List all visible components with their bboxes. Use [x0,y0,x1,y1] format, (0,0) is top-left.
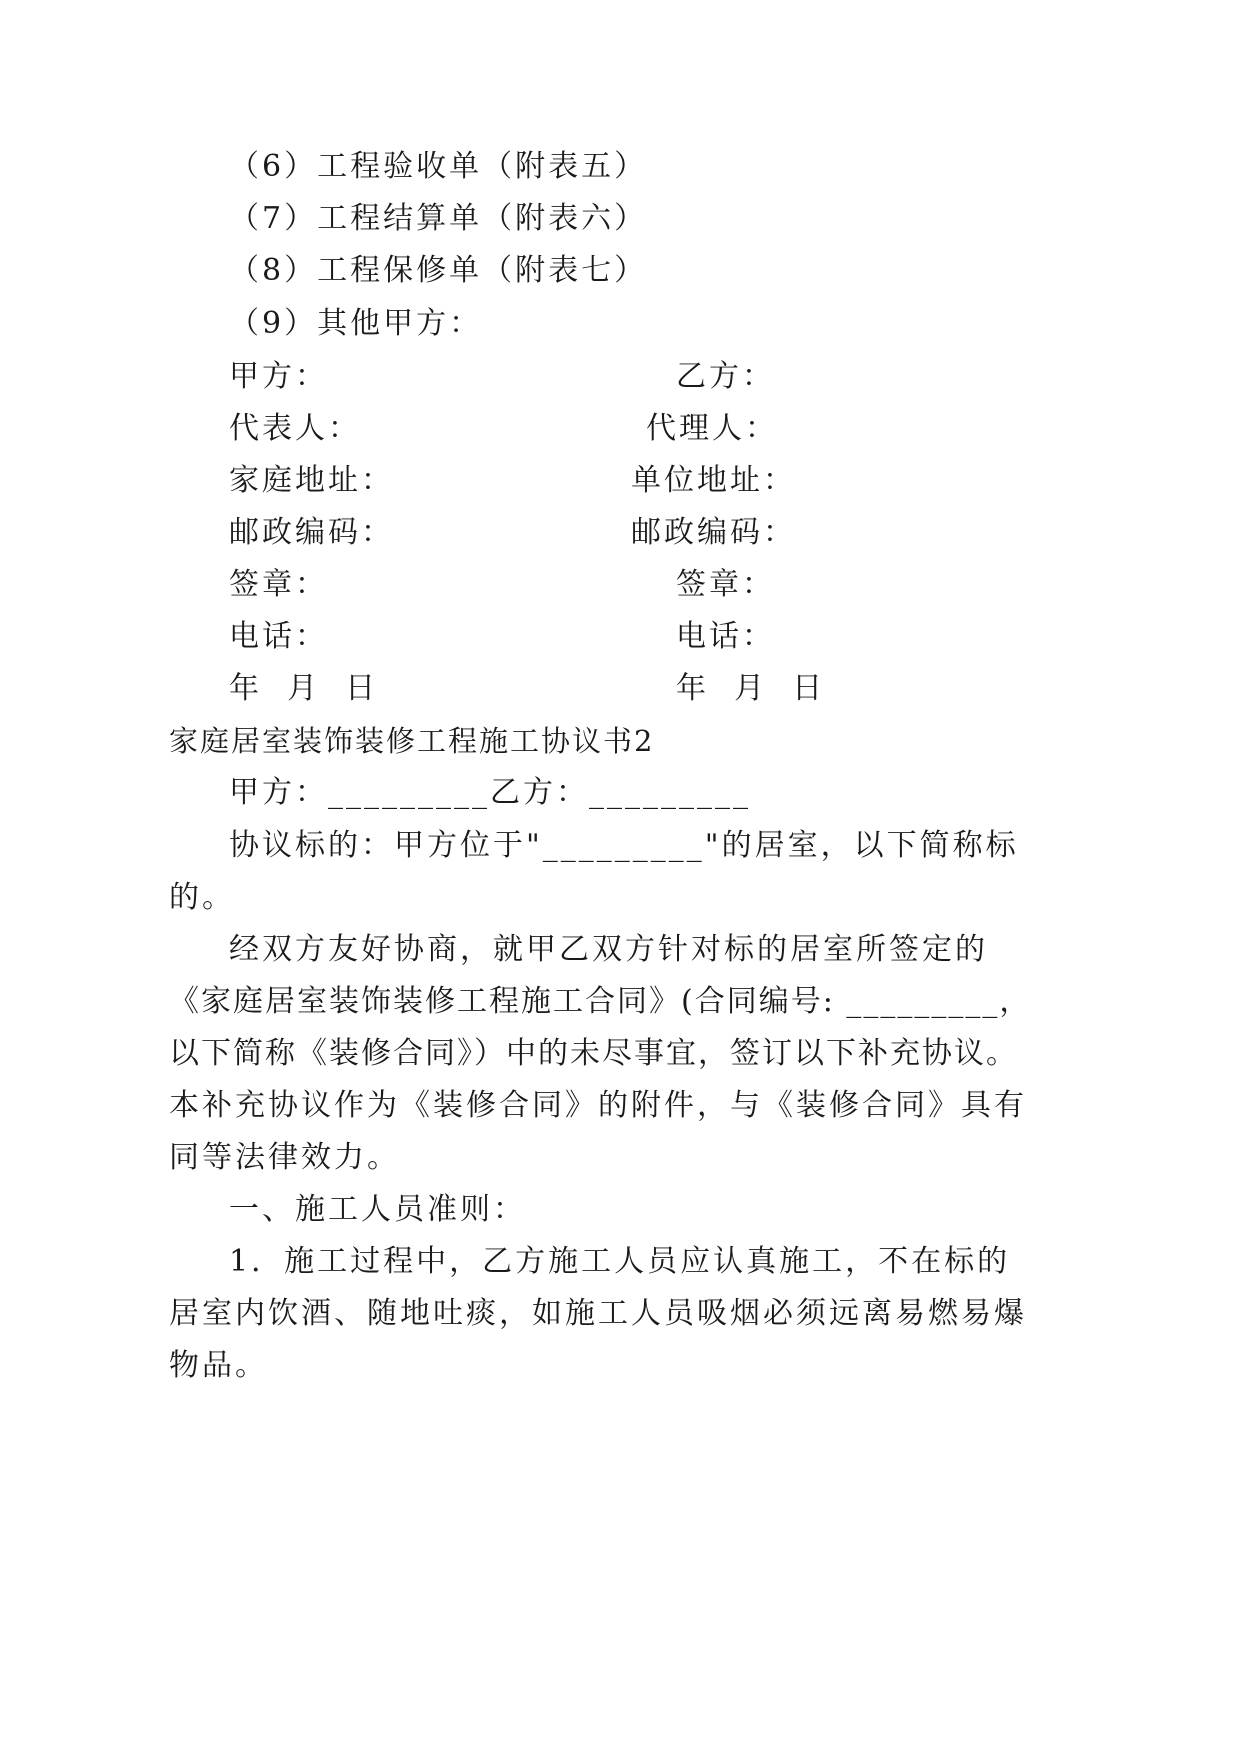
section-1-item-1-line-3: 物品。 [169,1348,268,1383]
agreement-parties: 甲方：_________乙方：_________ [229,775,751,810]
attachment-item-6: （6）工程验收单（附表五） [229,149,648,184]
party-b-label: 乙方： [676,359,775,394]
party-a-label: 甲方： [229,359,328,394]
party-b-seal-label: 签章： [676,567,775,602]
party-b-phone-label: 电话： [676,619,775,654]
attachment-item-9: （9）其他甲方： [229,306,483,341]
agreement-intro-line-3: 以下简称《装修合同》）中的未尽事宜，签订以下补充协议。 [169,1036,1018,1071]
section-1-heading: 一、施工人员准则： [229,1192,526,1227]
agreement-subject-line-2: 的。 [169,880,235,915]
agreement-intro-line-2: 《家庭居室装饰装修工程施工合同》(合同编号: _________， [169,984,1032,1019]
party-a-representative-label: 代表人： [229,411,361,446]
party-a-phone-label: 电话： [229,619,328,654]
section-1-item-1-line-2: 居室内饮酒、随地吐痰，如施工人员吸烟必须远离易燃易爆 [169,1296,1027,1331]
party-a-address-label: 家庭地址： [229,463,394,498]
agreement-intro-line-5: 同等法律效力。 [169,1140,400,1175]
agreement-title: 家庭居室装饰装修工程施工协议书2 [169,724,655,758]
party-b-agent-label: 代理人： [646,411,778,446]
agreement-intro-line-4: 本补充协议作为《装修合同》的附件，与《装修合同》具有 [169,1088,1027,1123]
party-b-address-label: 单位地址： [631,463,796,498]
party-a-postcode-label: 邮政编码： [229,515,394,550]
attachment-item-7: （7）工程结算单（附表六） [229,201,648,236]
party-b-postcode-label: 邮政编码： [631,515,796,550]
attachment-item-8: （8）工程保修单（附表七） [229,253,648,288]
party-a-seal-label: 签章： [229,567,328,602]
agreement-intro-line-1: 经双方友好协商，就甲乙双方针对标的居室所签定的 [229,932,988,967]
agreement-subject-line-1: 协议标的：甲方位于"_________"的居室，以下简称标 [229,828,1019,863]
section-1-item-1-line-1: 1．施工过程中，乙方施工人员应认真施工，不在标的 [229,1244,1011,1279]
party-b-date-label: 年 月 日 [676,671,826,706]
party-a-date-label: 年 月 日 [229,671,379,706]
